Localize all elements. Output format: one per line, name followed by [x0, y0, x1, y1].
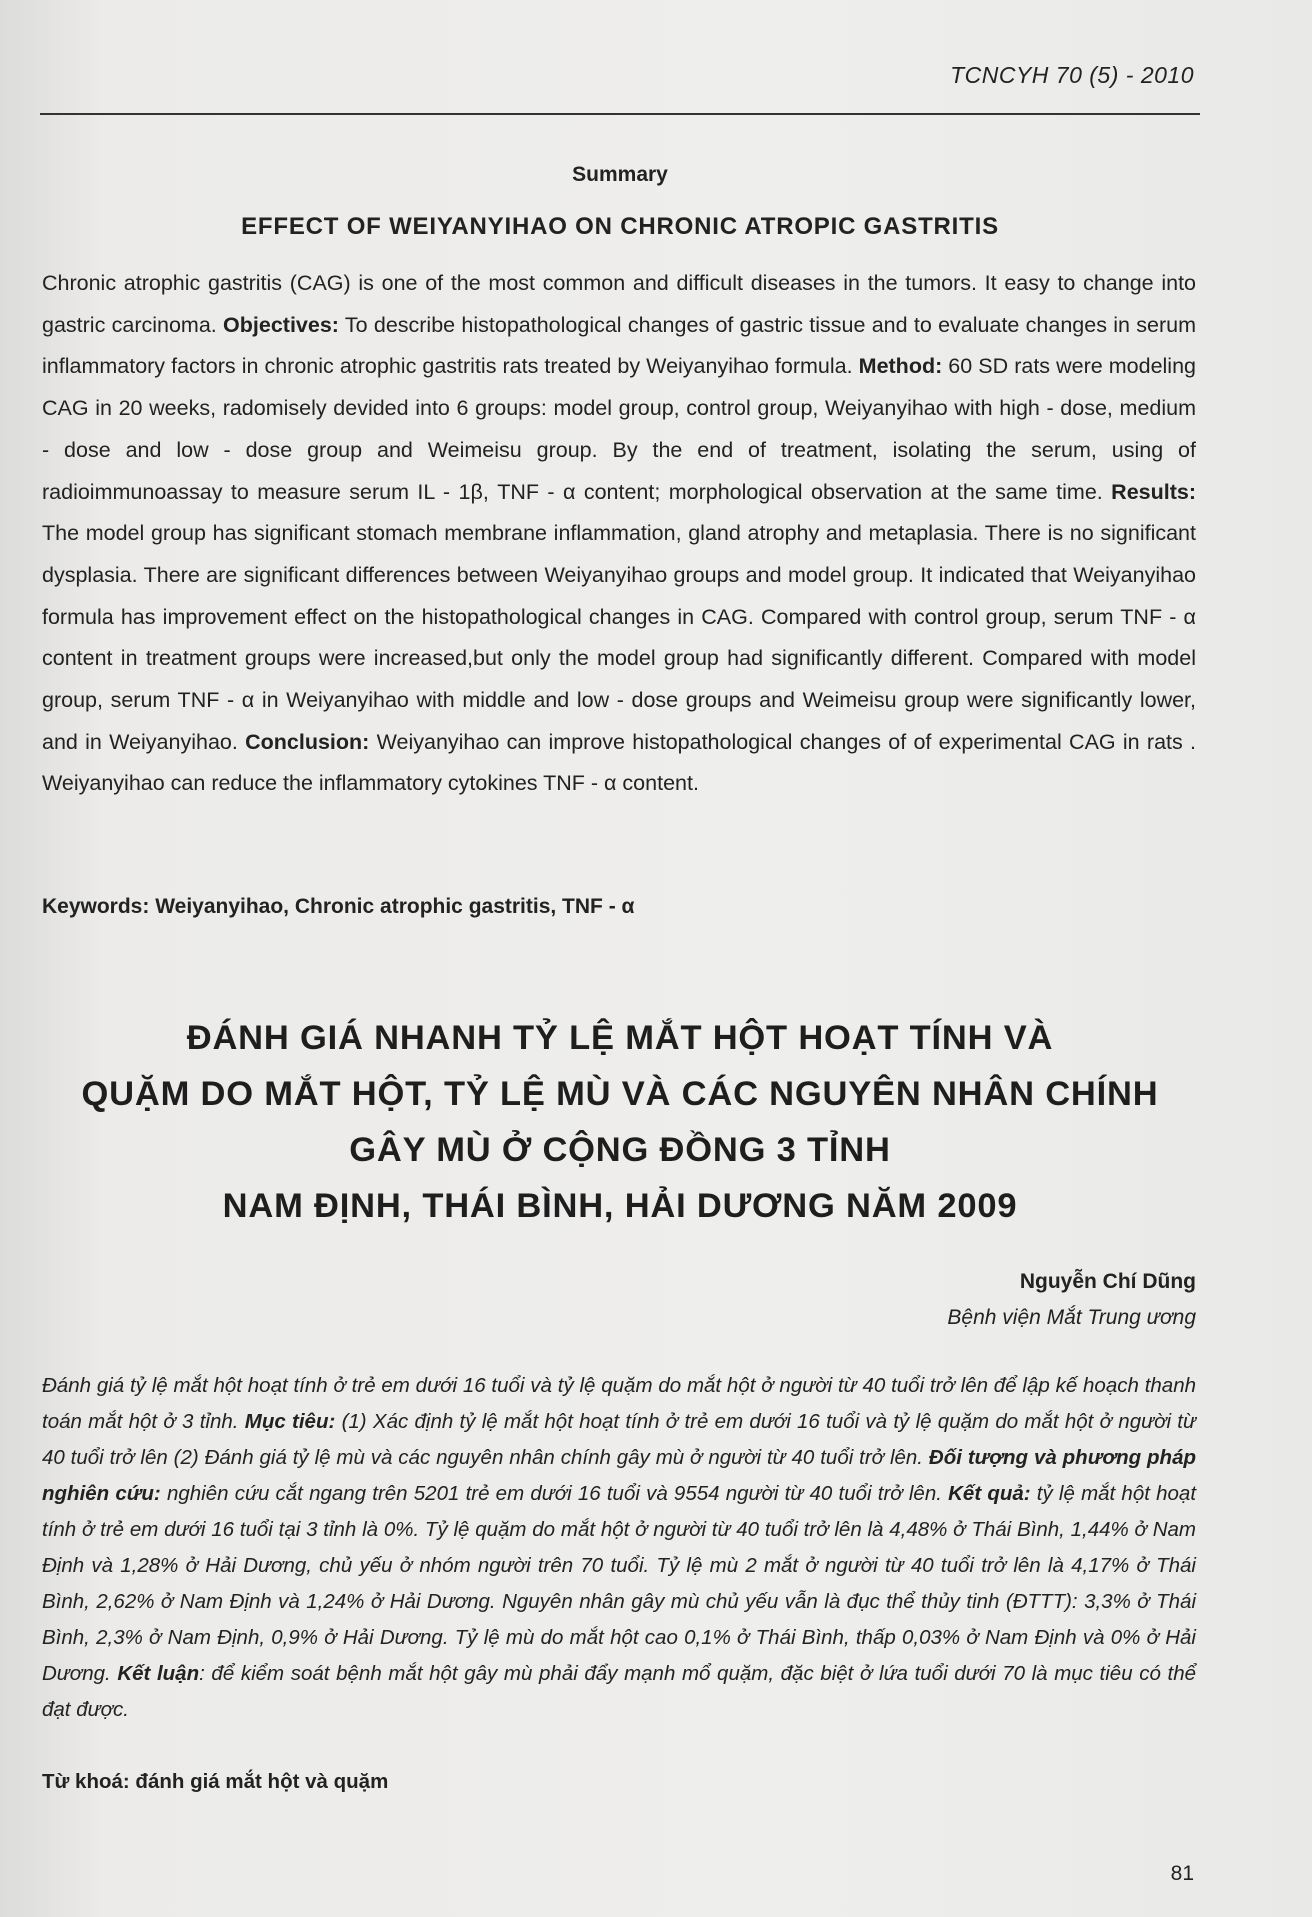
ketqua-text: tỷ lệ mắt hột hoạt tính ở trẻ em dưới 16 tuổi tại 3 tỉnh là 0%. Tỷ lệ quặm do mắt hột ở người từ 40 tuổi trở lên là 4,48% ở Thái Bình, 1,44% ở Nam Định và 1,28% ở Hải Dương, chủ yếu ở nhóm người trên 70 tuổi. Tỷ lệ mù 2 mắt ở người từ 40 tuổi trở lên là 4,17% ở Thái Bình, 2,62% ở Nam Định và 1,24% ở Hải Dương. Nguyên nhân gây mù chủ yếu vẫn là đục thể thủy tinh (ĐTTT): 3,3% ở Thái Bình, 2,3% ở Nam Định, 0,9% ở Hải Dương. Tỷ lệ mù do mắt hột cao 0,1% ở Thái Bình, thấp 0,03% ở Nam Định và 0% ở Hải Dương. — [42, 1482, 1197, 1685]
page-number: 81 — [1170, 1862, 1194, 1885]
author-affiliation: Bệnh viện Mắt Trung ương — [947, 1306, 1196, 1329]
english-keywords: Keywords: Weiyanyihao, Chronic atrophic gastritis, TNF - α — [42, 895, 635, 918]
method-text: 60 SD rats were modeling CAG in 20 weeks, radomisely devided into 6 groups: model group, control group, Weiyanyihao with high - dose, medium - dose and low - dose group and Weimeisu group. By the end of treatment, isolating the serum, using of radioimmunoassay to measure serum IL - 1β, TNF - α content; morphological observation at the same time. — [42, 354, 1196, 504]
doituong-label: Đối tượng và phương pháp nghiên cứu: — [42, 1446, 1196, 1505]
objectives-label: Objectives: — [223, 312, 339, 337]
title-line-3: GÂY MÙ Ở CỘNG ĐỒNG 3 TỈNH — [349, 1131, 891, 1169]
vn-intro: Đánh giá tỷ lệ mắt hột hoạt tính ở trẻ em dưới 16 tuổi và tỷ lệ quặm do mắt hột ở người từ 40 tuổi trở lên để lập kế hoạch thanh toán mắt hột ở 3 tỉnh. — [42, 1374, 1196, 1433]
objectives-text: To describe histopathological changes of gastric tissue and to evaluate changes in serum inflammatory factors in chronic atrophic gastritis rats treated by Weiyanyihao formula. — [42, 312, 1196, 379]
title-line-4: NAM ĐỊNH, THÁI BÌNH, HẢI DƯƠNG NĂM 2009 — [222, 1187, 1018, 1225]
conclusion-text: Weiyanyihao can improve histopathological changes of of experimental CAG in rats . Weiyanyihao can reduce the inflammatory cytokines TNF - α content. — [42, 729, 1196, 796]
results-label: Results: — [1111, 479, 1196, 504]
conclusion-label: Conclusion: — [245, 729, 370, 754]
summary-title: EFFECT OF WEIYANYIHAO ON CHRONIC ATROPIC GASTRITIS — [241, 213, 999, 240]
title-line-2: QUẶM DO MẮT HỘT, TỶ LỆ MÙ VÀ CÁC NGUYÊN NHÂN CHÍNH — [81, 1075, 1159, 1113]
vietnamese-abstract — [42, 1368, 1196, 1728]
ketqua-label: Kết quả: — [948, 1482, 1031, 1505]
doituong-text: nghiên cứu cắt ngang trên 5201 trẻ em dưới 16 tuổi và 9554 người từ 40 tuổi trở lên. — [160, 1482, 949, 1505]
english-abstract — [42, 263, 1196, 805]
method-label: Method: — [858, 354, 943, 379]
summary-label: Summary — [572, 163, 668, 186]
ketluan-text: : để kiểm soát bệnh mắt hột gây mù phải đẩy mạnh mổ quặm, đặc biệt ở lứa tuổi dưới 70 là mục tiêu có thể đạt được. — [42, 1662, 1196, 1721]
title-line-1: ĐÁNH GIÁ NHANH TỶ LỆ MẮT HỘT HOẠT TÍNH VÀ — [186, 1019, 1054, 1057]
results-text: The model group has significant stomach membrane inflammation, gland atrophy and metaplasia. There is no significant dysplasia. There are significant differences between Weiyanyihao groups and model group. It indicated that Weiyanyihao formula has improvement effect on the histopathological changes in CAG. Compared with control group, serum TNF - α content in treatment groups were increased,but only the model group had significantly different. Compared with model group, serum TNF - α in Weiyanyihao with middle and low - dose groups and Weimeisu group were significantly lower, and in Weiyanyihao. — [42, 521, 1196, 754]
author-name: Nguyễn Chí Dũng — [1019, 1270, 1196, 1293]
journal-header: TCNCYH 70 (5) - 2010 — [950, 62, 1194, 88]
ketluan-label: Kết luận — [117, 1662, 200, 1685]
muctieu-text: (1) Xác định tỷ lệ mắt hột hoạt tính ở trẻ em dưới 16 tuổi và tỷ lệ quặm do mắt hột ở người từ 40 tuổi trở lên (2) Đánh giá tỷ lệ mù và các nguyên nhân chính gây mù ở người từ 40 tuổi trở lên. — [42, 1410, 1196, 1469]
vietnamese-keywords: Từ khoá: đánh giá mắt hột và quặm — [42, 1770, 389, 1793]
header-rule — [40, 113, 1200, 115]
muctieu-label: Mục tiêu: — [244, 1410, 336, 1433]
article-title — [40, 1010, 1200, 1234]
abstract-intro: Chronic atrophic gastritis (CAG) is one of the most common and difficult diseases in the tumors. It easy to change into gastric carcinoma. — [42, 271, 1196, 337]
